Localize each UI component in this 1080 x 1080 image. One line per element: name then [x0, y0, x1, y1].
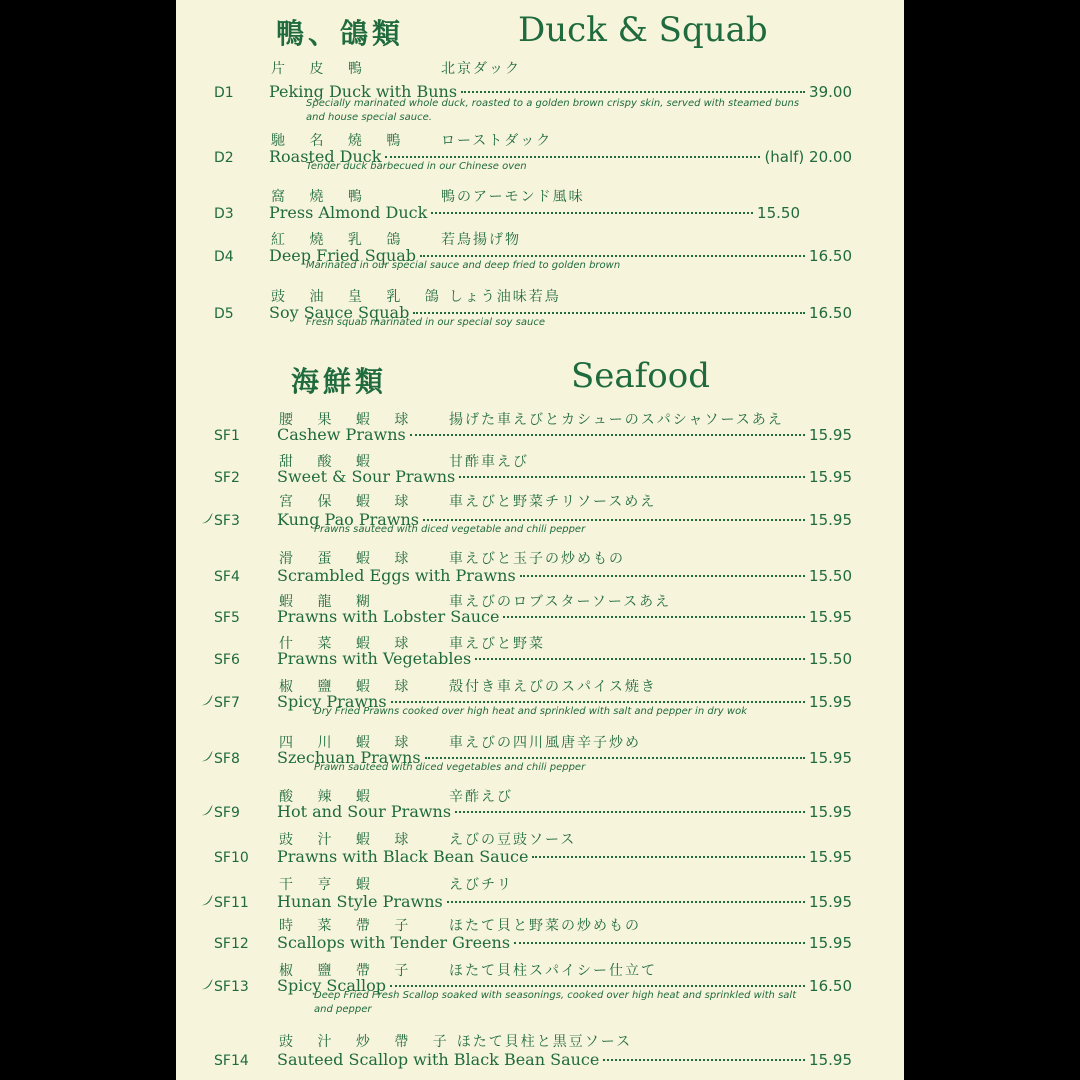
menu-item-code: SF9: [214, 805, 240, 821]
menu-item-chinese-name: 宮 保 蝦 球: [279, 494, 419, 510]
menu-item-japanese-name: 揚げた車えびとカシューのスパシャソースあえ: [449, 412, 784, 428]
chili-pepper-icon: [200, 511, 214, 529]
menu-item-japanese-name: 殻付き車えびのスパイス焼き: [449, 679, 657, 695]
menu-item-name: Sauteed Scallop with Black Bean Sauce: [277, 1050, 600, 1069]
menu-item-japanese-name: 鴨のアーモンド風味: [441, 189, 585, 205]
menu-item-chinese-name: 干 亨 蝦: [279, 877, 380, 893]
chili-pepper-icon: [200, 893, 214, 911]
section-title-en-duck: Duck & Squab: [518, 10, 768, 50]
menu-item-description: Prawns sauteed with diced vegetable and chili pepper: [314, 524, 586, 535]
menu-item-cn-line: [279, 874, 513, 894]
menu-item-name: Prawns with Vegetables: [277, 649, 472, 668]
leader-dots: [390, 985, 805, 987]
menu-page: [176, 0, 904, 1080]
leader-dots: [459, 476, 805, 478]
menu-item-row: [200, 1050, 852, 1069]
menu-item-price: 16.50: [809, 977, 852, 995]
menu-item-chinese-name: 椒 鹽 蝦 球: [279, 679, 419, 695]
menu-item-chinese-name: 椒 鹽 帶 子: [279, 963, 419, 979]
menu-item-code: SF1: [214, 428, 240, 444]
menu-item-japanese-name: 車えびと野菜チリソースめえ: [449, 494, 657, 510]
menu-item-row: [200, 425, 852, 444]
menu-item-chinese-name: 紅 燒 乳 鴿: [271, 232, 411, 248]
menu-item-price: 15.95: [809, 693, 852, 711]
menu-item-japanese-name: 車えびのロブスターソースあえ: [449, 594, 672, 610]
menu-item-price: 15.50: [809, 567, 852, 585]
menu-item-price: 15.95: [809, 426, 852, 444]
section-title-cn-seafood: 海鮮類: [291, 365, 388, 398]
menu-item-cn-line: [271, 58, 521, 78]
menu-item-cn-line: [279, 915, 641, 935]
leader-dots: [455, 811, 805, 813]
menu-item-description: Marinated in our special sauce and deep fried to golden brown: [306, 260, 621, 271]
menu-item-cn-line: [279, 1031, 632, 1051]
menu-item-japanese-name: ローストダック: [441, 133, 553, 149]
menu-item-chinese-name: 片 皮 鴨: [271, 61, 372, 77]
menu-item-name: Hot and Sour Prawns: [277, 802, 452, 821]
menu-item-code: SF3: [214, 513, 240, 529]
menu-item-name: Kung Pao Prawns: [277, 510, 420, 529]
menu-item-name: Hunan Style Prawns: [277, 892, 443, 911]
menu-item-name: Prawns with Black Bean Sauce: [277, 847, 529, 866]
menu-item-japanese-name: 車えびと玉子の炒めもの: [449, 551, 625, 567]
menu-item-name: Roasted Duck: [269, 147, 382, 166]
menu-item-chinese-name: 豉 汁 炒 帶 子: [279, 1034, 457, 1050]
menu-item-price: 15.95: [809, 803, 852, 821]
chili-pepper-icon: [200, 749, 214, 767]
menu-item-description: Deep Fried Fresh Scallop soaked with seasonings, cooked over high heat and sprinkled with salt and pepper: [314, 990, 797, 1015]
menu-item-code: D2: [214, 150, 234, 166]
leader-dots: [514, 942, 805, 944]
menu-item-price: 15.50: [757, 204, 800, 222]
menu-item-japanese-name: えびチリ: [449, 877, 513, 893]
menu-item-row: [200, 607, 852, 626]
leader-dots: [413, 312, 805, 314]
menu-item-chinese-name: 時 菜 帶 子: [279, 918, 419, 934]
menu-item-name: Peking Duck with Buns: [269, 82, 458, 101]
menu-item-japanese-name: えびの豆豉ソース: [449, 832, 577, 848]
section-title-cn-duck: 鴨、鴿類: [276, 17, 405, 50]
menu-item-code: SF5: [214, 610, 240, 626]
menu-item-name: Spicy Scallop: [277, 976, 386, 995]
menu-item-japanese-name: 北京ダック: [441, 61, 521, 77]
menu-item-japanese-name: 甘酢車えび: [449, 454, 529, 470]
chili-pepper-icon: [200, 977, 214, 995]
menu-item-code: D4: [214, 249, 234, 265]
menu-item-japanese-name: しょう油味若鳥: [448, 289, 561, 305]
menu-item-chinese-name: 甜 酸 蝦: [279, 454, 380, 470]
menu-item-japanese-name: 若鳥揚げ物: [441, 232, 521, 248]
menu-item-row: [200, 892, 852, 911]
menu-item-code: SF2: [214, 470, 240, 486]
menu-item-price: 15.95: [809, 749, 852, 767]
menu-item-chinese-name: 四 川 蝦 球: [279, 735, 419, 751]
section-title-en-seafood: Seafood: [571, 356, 710, 396]
menu-item-price: 15.50: [809, 650, 852, 668]
menu-item-code: SF10: [214, 850, 249, 866]
leader-dots: [410, 434, 805, 436]
menu-item-japanese-name: 車えびの四川風唐辛子炒め: [449, 735, 641, 751]
menu-item-row: [200, 847, 852, 866]
menu-item-price: 15.95: [809, 468, 852, 486]
menu-item-chinese-name: 腰 果 蝦 球: [279, 412, 419, 428]
menu-item-chinese-name: 滑 蛋 蝦 球: [279, 551, 419, 567]
menu-item-row: [200, 467, 852, 486]
chili-pepper-icon: [200, 693, 214, 711]
chili-pepper-icon: [200, 803, 214, 821]
menu-item-cn-line: [279, 491, 656, 511]
leader-dots: [461, 91, 805, 93]
menu-item-japanese-name: 車えびと野菜: [449, 636, 545, 652]
menu-item-code: SF14: [214, 1053, 249, 1069]
menu-item-chinese-name: 什 菜 蝦 球: [279, 636, 419, 652]
leader-dots: [431, 212, 753, 214]
leader-dots: [425, 757, 806, 759]
leader-dots: [391, 701, 805, 703]
menu-item-name: Soy Sauce Squab: [269, 303, 410, 322]
leader-dots: [385, 156, 760, 158]
menu-item-description: Fresh squab marinated in our special soy sauce: [306, 317, 545, 328]
leader-dots: [603, 1059, 805, 1061]
menu-item-name: Sweet & Sour Prawns: [277, 467, 456, 486]
menu-item-name: Deep Fried Squab: [269, 246, 417, 265]
menu-item-japanese-name: 辛酢えび: [449, 789, 513, 805]
leader-dots: [420, 255, 805, 257]
menu-item-code: SF6: [214, 652, 240, 668]
menu-item-price: 15.95: [809, 511, 852, 529]
menu-item-chinese-name: 豉 汁 蝦 球: [279, 832, 419, 848]
menu-item-cn-line: [279, 548, 625, 568]
leader-dots: [503, 616, 805, 618]
leader-dots: [520, 575, 805, 577]
menu-item-name: Scallops with Tender Greens: [277, 933, 511, 952]
menu-item-price: 15.95: [809, 608, 852, 626]
menu-item-name: Spicy Prawns: [277, 692, 387, 711]
menu-item-code: D3: [214, 206, 234, 222]
menu-item-price: 15.95: [809, 893, 852, 911]
menu-item-row: [200, 802, 852, 821]
menu-item-row: [200, 203, 800, 222]
menu-item-price: 16.50: [809, 304, 852, 322]
menu-item-code: SF13: [214, 979, 249, 995]
menu-item-code: SF11: [214, 895, 249, 911]
menu-item-chinese-name: 酸 辣 蝦: [279, 789, 380, 805]
menu-item-chinese-name: 馳 名 燒 鴨: [271, 133, 411, 149]
menu-item-price: 16.50: [809, 247, 852, 265]
leader-dots: [447, 901, 805, 903]
menu-item-row: [200, 566, 852, 585]
leader-dots: [532, 856, 805, 858]
menu-item-description: Tender duck barbecued in our Chinese oven: [306, 161, 527, 172]
menu-item-name: Cashew Prawns: [277, 425, 406, 444]
menu-item-chinese-name: 窩 燒 鴨: [271, 189, 372, 205]
menu-item-code: SF12: [214, 936, 249, 952]
menu-item-japanese-name: ほたて貝柱と黒豆ソース: [456, 1034, 633, 1050]
menu-item-description: Dry Fried Prawns cooked over high heat and sprinkled with salt and pepper in dry wok: [314, 706, 747, 717]
menu-item-price: 39.00: [809, 83, 852, 101]
leader-dots: [475, 658, 805, 660]
menu-item-code: D5: [214, 306, 234, 322]
menu-item-price: (half) 20.00: [764, 148, 852, 166]
menu-item-code: D1: [214, 85, 234, 101]
menu-item-chinese-name: 蝦 龍 糊: [279, 594, 380, 610]
menu-item-chinese-name: 豉 油 皇 乳 鴿: [271, 289, 449, 305]
menu-item-price: 15.95: [809, 848, 852, 866]
menu-item-description: Prawn sauteed with diced vegetables and chili pepper: [314, 762, 586, 773]
menu-item-code: SF4: [214, 569, 240, 585]
menu-item-description: Specially marinated whole duck, roasted to a golden brown crispy skin, served with steamed buns and house special sauce.: [306, 98, 800, 123]
menu-item-name: Scrambled Eggs with Prawns: [277, 566, 516, 585]
menu-item-code: SF7: [214, 695, 240, 711]
menu-item-price: 15.95: [809, 1051, 852, 1069]
menu-item-japanese-name: ほたて貝と野菜の炒めもの: [449, 918, 641, 934]
menu-item-japanese-name: ほたて貝柱スパイシー仕立て: [449, 963, 657, 979]
menu-item-code: SF8: [214, 751, 240, 767]
menu-item-row: [200, 649, 852, 668]
menu-item-name: Press Almond Duck: [269, 203, 428, 222]
menu-item-row: [200, 933, 852, 952]
leader-dots: [423, 519, 805, 521]
menu-item-price: 15.95: [809, 934, 852, 952]
menu-item-name: Prawns with Lobster Sauce: [277, 607, 500, 626]
menu-item-name: Szechuan Prawns: [277, 748, 421, 767]
menu-item-cn-line: [279, 829, 576, 849]
